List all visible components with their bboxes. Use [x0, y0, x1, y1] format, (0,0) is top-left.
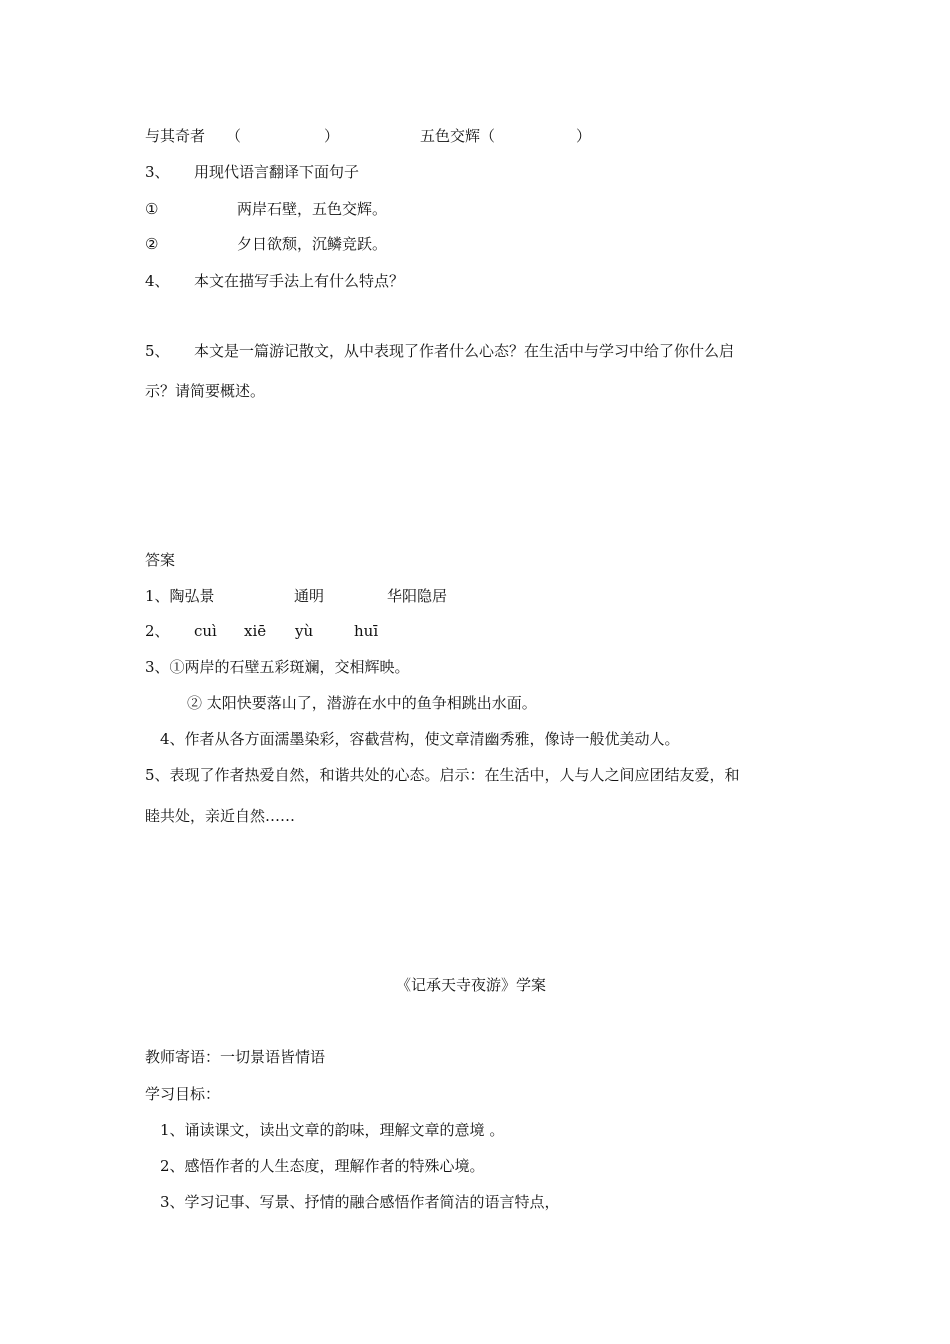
answers-heading: 答案 [145, 551, 176, 569]
q2-right-text: 五色交辉（ [420, 127, 496, 145]
q5-prompt-line-1: 本文是一篇游记散文，从中表现了作者什么心态？在生活中与学习中给了你什么启 [194, 342, 735, 360]
q4-prompt: 本文在描写手法上有什么特点？ [194, 272, 405, 290]
study-plan-title: 《记承天寺夜游》学案 [396, 976, 547, 994]
goal-item-3: 3、学习记事、写景、抒情的融合感悟作者简洁的语言特点， [160, 1193, 560, 1211]
q5-prompt-line-2: 示？请简要概述。 [145, 382, 266, 400]
q3-prompt: 用现代语言翻译下面句子 [194, 163, 360, 181]
goals-heading: 学习目标： [145, 1085, 221, 1103]
q4-number: 4、 [145, 272, 170, 290]
answer-5-line-2: 睦共处，亲近自然…… [145, 807, 296, 825]
q3-item-2-mark: ② [145, 235, 159, 253]
answer-3-line-2: ② 太阳快要落山了，潜游在水中的鱼争相跳出水面。 [187, 694, 537, 712]
answer-2-prefix: 2、 [145, 622, 170, 640]
answer-3-line-1: 3、①两岸的石壁五彩斑斓，交相辉映。 [145, 658, 410, 676]
q2-left-paren-close: ） [324, 127, 340, 145]
answer-1-part-2: 通明 [294, 587, 325, 605]
q3-number: 3、 [145, 163, 170, 181]
q3-item-1-mark: ① [145, 200, 159, 218]
answer-5-line-1: 5、表现了作者热爱自然，和谐共处的心态。启示：在生活中，人与人之间应团结友爱，和 [145, 766, 740, 784]
q5-number: 5、 [145, 342, 170, 360]
answer-1-prefix: 1、陶弘景 [145, 587, 215, 605]
answer-2-pinyin-1: cuì [194, 622, 217, 640]
q3-item-1-text: 两岸石壁，五色交辉。 [237, 200, 388, 218]
answer-2-pinyin-3: yù [295, 622, 314, 640]
answer-1-part-3: 华阳隐居 [387, 587, 448, 605]
answer-2-pinyin-2: xiē [244, 622, 267, 640]
goal-item-2: 2、感悟作者的人生态度，理解作者的特殊心境。 [160, 1157, 485, 1175]
q2-left-text: 与其奇者 [145, 127, 206, 145]
answer-4: 4、作者从各方面濡墨染彩，容截营构，使文章清幽秀雅，像诗一般优美动人。 [160, 730, 680, 748]
answer-2-pinyin-4: huī [354, 622, 379, 640]
teacher-note: 教师寄语：一切景语皆情语 [145, 1048, 326, 1066]
q2-right-paren-close: ） [576, 127, 592, 145]
goal-item-1: 1、诵读课文，读出文章的韵味，理解文章的意境 。 [160, 1121, 505, 1139]
q3-item-2-text: 夕日欲颓，沉鳞竞跃。 [237, 235, 388, 253]
q2-left-paren-open: （ [226, 127, 242, 145]
